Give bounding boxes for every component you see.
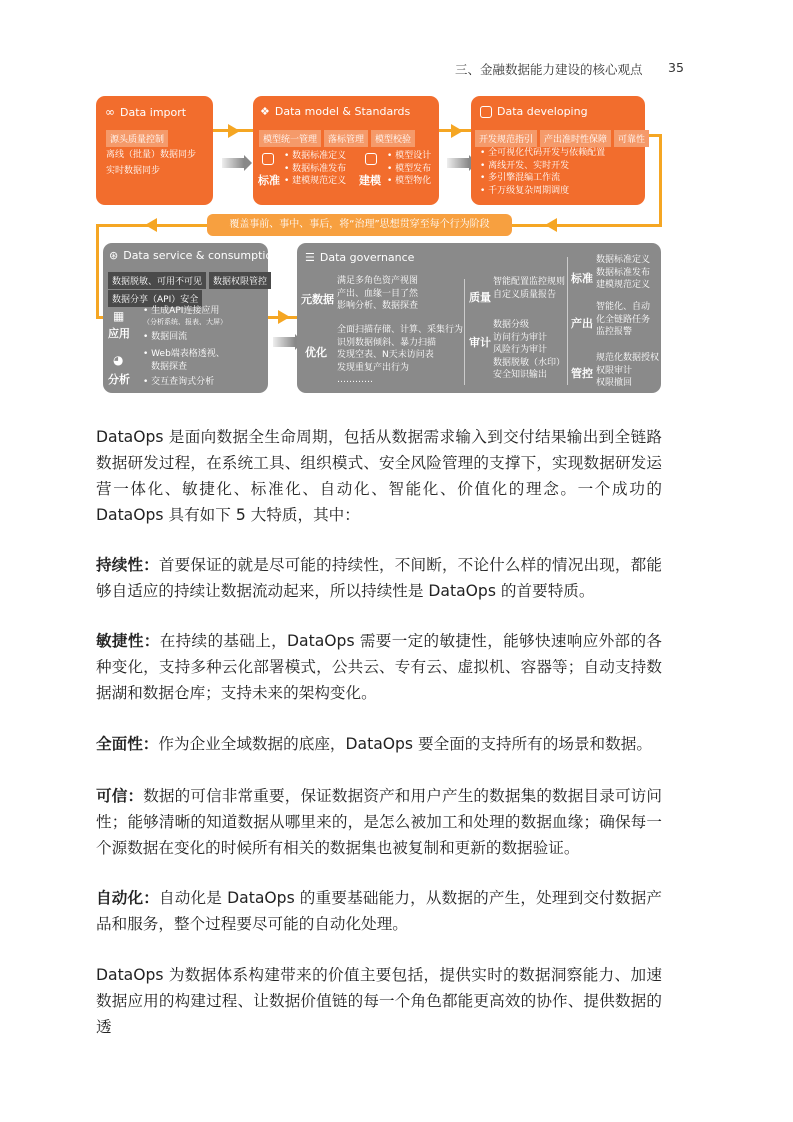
connector <box>659 134 662 226</box>
tag: 模型校验 <box>371 130 415 147</box>
data-governance-box <box>297 243 661 393</box>
paragraph-automation: 自动化：自动化是 DataOps 的重要基础能力，从数据的产生，处理到交付数据产品和服务，整个过程要尽可能的自动化处理。 <box>96 889 662 933</box>
box-title: Data developing <box>497 105 588 118</box>
tag: 落标管理 <box>324 130 368 147</box>
box-title: Data governance <box>319 251 415 264</box>
tag: 数据脱敏、可用不可见 <box>108 272 206 289</box>
governance-banner: 覆盖事前、事中、事后，将“治理”思想贯穿至每个行为阶段 <box>207 214 512 236</box>
label-control: 管控 <box>571 367 593 380</box>
flow-arrow-icon <box>273 337 295 347</box>
item: 影响分析、数据探查 <box>337 301 419 311</box>
label-audit: 审计 <box>469 336 491 349</box>
divider <box>464 279 465 385</box>
item: • 离线开发、实时开发 <box>480 160 570 171</box>
page-number: 35 <box>668 60 684 75</box>
pie-chart-icon: ◕ <box>113 353 124 367</box>
label-modeling: 建模 <box>359 174 381 187</box>
text-line: 实时数据同步 <box>106 165 161 176</box>
label-optimize: 优化 <box>305 346 327 359</box>
item: • 建模规范定义 <box>284 176 347 186</box>
item: • 数据标准发布 <box>284 163 347 174</box>
item: • 模型物化 <box>387 176 432 186</box>
arrow-icon <box>451 124 463 138</box>
item: （分析系统、报表、大屏） <box>143 317 227 326</box>
paragraph-trust: 可信：数据的可信非常重要，保证数据资产和用户产生的数据集的数据目录可访问性；能够清晰的知道数据从哪里来的，是怎么被加工和处理的数据血缘；确保每一个源数据在变化的时候所有相关的数据集也被复制和更新的数据验证。 <box>96 787 662 857</box>
item: • 生成API连接应用 <box>143 306 220 316</box>
item: 安全知识输出 <box>493 370 548 380</box>
cube-icon <box>365 153 377 165</box>
item: 监控报警 <box>596 327 633 337</box>
connector <box>96 224 99 318</box>
tag: 模型统一管理 <box>259 130 321 147</box>
data-import-box <box>96 96 213 205</box>
item: • 模型设计 <box>387 151 432 161</box>
item: 发现重复产出行为 <box>337 362 410 373</box>
box-title: Data model & Standards <box>274 105 411 118</box>
item: ………… <box>337 375 373 385</box>
item: 发现空表、N天未访问表 <box>337 350 434 360</box>
cubes-icon: ❖ <box>260 105 270 118</box>
label-analysis: 分析 <box>108 373 130 386</box>
data-developing-box <box>471 96 645 205</box>
database-icon: ☰ <box>305 251 315 264</box>
item: 数据分级 <box>493 320 530 330</box>
label-standard: 标准 <box>258 174 280 187</box>
item: • 模型发布 <box>387 163 432 174</box>
item: 数据标准定义 <box>596 255 651 265</box>
box-title: Data service & consumption <box>123 249 280 262</box>
arrow-icon <box>145 218 157 232</box>
item: 规范化数据授权 <box>596 353 660 363</box>
item: 数据探查 <box>151 361 188 372</box>
item: • 数据标准定义 <box>284 151 347 161</box>
apps-icon: ▦ <box>113 309 125 323</box>
item: 访问行为审计 <box>493 332 548 343</box>
item: 产出、血缘一目了然 <box>337 288 419 299</box>
label-app: 应用 <box>108 327 130 340</box>
link-icon: ∞ <box>105 105 115 119</box>
flow-arrow-icon <box>222 158 244 168</box>
data-service-box <box>103 243 280 393</box>
paragraph-agility: 敏捷性：在持续的基础上，DataOps 需要一定的敏捷性，能够快速响应外部的各种变化，支持多种云化部署模式，公共云、专有云、虚拟机、容器等；自动支持数据湖和数据仓库；支持未来的架构变化。 <box>96 632 662 702</box>
label-quality: 质量 <box>469 291 491 304</box>
arrow-icon <box>545 218 557 232</box>
item: 自定义质量报告 <box>493 289 557 300</box>
connector <box>512 224 662 227</box>
code-icon <box>480 106 492 118</box>
tag: 数据权限管控 <box>209 272 271 289</box>
item: • 交互查询式分析 <box>143 377 215 387</box>
tag: 源头质量控制 <box>106 130 168 147</box>
paragraph-continuity: 持续性：首要保证的就是尽可能的持续性，不间断，不论什么样的情况出现，都能够自适应的持续让数据流动起来，所以持续性是 DataOps 的首要特质。 <box>96 556 662 600</box>
item: 智能化、自动 <box>596 302 651 312</box>
item: • Web端表格透视、 <box>143 349 225 359</box>
paragraph-intro: DataOps 是面向数据全生命周期，包括从数据需求输入到交付结果输出到全链路数据研发过程，在系统工具、组织模式、安全风险管理的支撑下，实现数据研发运营一体化、敏捷化、标准化、自动化、智能化、价值化的理念。一个成功的 DataOps 具有如下 5 大特质，其中： <box>96 428 662 524</box>
item: 识别数据倾斜、暴力扫描 <box>337 337 437 348</box>
chapter-header: 三、金融数据能力建设的核心观点 <box>455 62 643 77</box>
paragraph-value: DataOps 为数据体系构建带来的价值主要包括，提供实时的数据洞察能力、加速数据应用的构建过程、让数据价值链的每一个角色都能更高效的协作、提供数据的透 <box>96 966 662 1036</box>
item: 建模规范定义 <box>596 280 651 290</box>
data-model-box <box>253 96 439 205</box>
arrow-icon <box>228 124 240 138</box>
paragraph-comprehensive: 全面性：作为企业全域数据的底座，DataOps 要全面的支持所有的场景和数据。 <box>96 735 652 753</box>
label-output: 产出 <box>571 317 593 330</box>
divider <box>567 257 568 385</box>
text-line: 离线（批量）数据同步 <box>106 150 197 160</box>
share-icon: ⊛ <box>109 249 119 262</box>
arrow-icon <box>278 310 290 324</box>
item: • 多引擎混编工作流 <box>480 173 561 183</box>
item: 数据标准发布 <box>596 267 651 278</box>
item: 风险行为审计 <box>493 345 548 355</box>
label-metadata: 元数据 <box>301 293 334 306</box>
item: • 千万级复杂周期调度 <box>480 185 570 196</box>
label-standard: 标准 <box>571 272 593 285</box>
item: 智能配置监控规则 <box>493 277 566 287</box>
item: 数据脱敏（水印） <box>493 357 566 368</box>
item: 化全链路任务 <box>596 314 651 325</box>
item: 满足多角色资产视图 <box>337 276 419 286</box>
item: 全面扫描存储、计算、采集行为 <box>337 325 464 335</box>
box-title: Data import <box>120 105 187 119</box>
tag: 数据分享（API）安全 <box>108 290 202 307</box>
item: 权限审计 <box>596 365 633 376</box>
item: • 全可视化代码开发与依赖配置 <box>480 148 606 158</box>
tag: 开发规范指引 <box>475 130 537 147</box>
item: • 数据回流 <box>143 331 188 342</box>
tag: 可靠性 <box>614 130 649 147</box>
certificate-icon <box>262 153 274 165</box>
flow-arrow-icon <box>447 158 469 168</box>
tag: 产出准时性保障 <box>540 130 611 147</box>
item: 权限撤回 <box>596 378 633 388</box>
